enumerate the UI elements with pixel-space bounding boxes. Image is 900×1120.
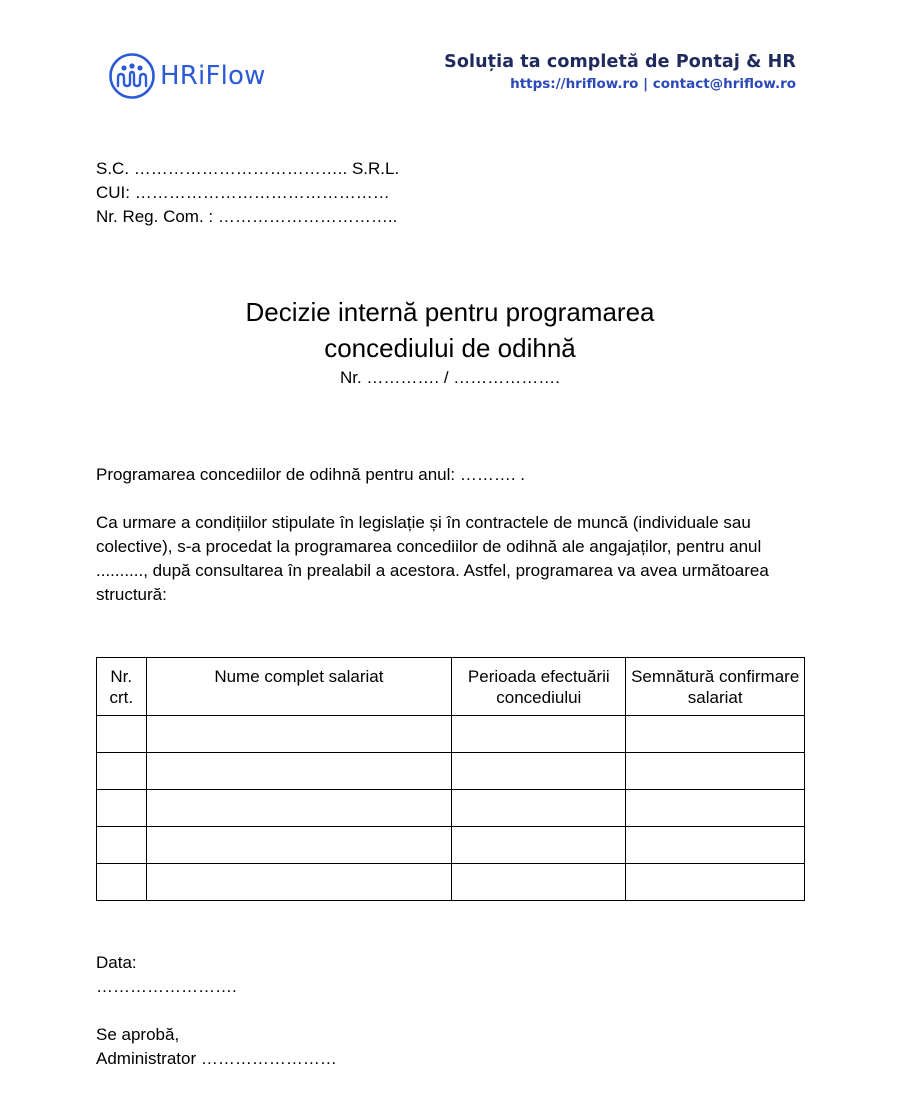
company-cui-line: CUI: ……………………………………… xyxy=(96,183,390,202)
company-reg-line: Nr. Reg. Com. : ………………………….. xyxy=(96,207,398,226)
brand-tagline: Soluția ta completă de Pontaj & HR xyxy=(444,52,796,72)
title-line-2: concediului de odihnă xyxy=(324,333,576,363)
table-cell xyxy=(452,790,626,827)
table-cell xyxy=(452,716,626,753)
table-cell xyxy=(626,790,805,827)
table-cell xyxy=(146,790,452,827)
table-row xyxy=(97,864,805,901)
leave-schedule-table xyxy=(96,657,805,901)
brand-name: HRiFlow xyxy=(160,61,266,91)
table-row xyxy=(97,790,805,827)
header-nr: Nr. crt. xyxy=(97,658,147,716)
table-cell xyxy=(146,827,452,864)
contact-line: https://hriflow.ro | contact@hriflow.ro xyxy=(510,76,796,92)
table-row xyxy=(97,716,805,753)
year-paragraph: Programarea concediilor de odihnă pentru anul: ………. . xyxy=(96,465,526,484)
table-cell xyxy=(452,827,626,864)
company-name-line: S.C. ……………………………….. S.R.L. xyxy=(96,159,400,178)
table-cell xyxy=(626,864,805,901)
header-period: Perioada efectuării concediului xyxy=(452,658,626,716)
table-cell xyxy=(626,753,805,790)
date-block xyxy=(96,951,237,999)
approval-block xyxy=(96,1023,337,1071)
header-name: Nume complet salariat xyxy=(146,658,452,716)
title-line-1: Decizie internă pentru programarea xyxy=(245,297,655,327)
header-signature: Semnătură confirmare salariat xyxy=(626,658,805,716)
table-cell xyxy=(97,864,147,901)
header-info xyxy=(444,52,796,92)
table-cell xyxy=(626,827,805,864)
approved-label: Se aprobă, xyxy=(96,1025,180,1044)
table-cell xyxy=(97,827,147,864)
people-group-icon xyxy=(108,52,156,100)
table-cell xyxy=(146,753,452,790)
intro-paragraph: Ca urmare a condițiilor stipulate în legislație și în contractele de muncă (individuale sau colective), s-a procedat la programarea concediilor de odihnă ale angajaților, pentru anul .........., după consultarea în prealabil a acestora. Astfel, programarea va avea următoarea structură: xyxy=(96,513,769,604)
table-row xyxy=(97,827,805,864)
table-row xyxy=(97,753,805,790)
document-title xyxy=(0,294,900,366)
brand-logo xyxy=(108,52,266,100)
table-cell xyxy=(146,716,452,753)
table-cell xyxy=(146,864,452,901)
company-details xyxy=(96,157,399,229)
date-label: Data: xyxy=(96,953,137,972)
table-cell xyxy=(626,716,805,753)
table-cell xyxy=(97,790,147,827)
administrator-line: Administrator …………………… xyxy=(96,1049,337,1068)
date-value: ……………………. xyxy=(96,977,237,996)
table-cell xyxy=(97,753,147,790)
document-number: Nr. …………. / ………………. xyxy=(339,368,561,387)
table-cell xyxy=(97,716,147,753)
table-cell xyxy=(452,864,626,901)
table-header-row xyxy=(97,658,805,716)
table-cell xyxy=(452,753,626,790)
